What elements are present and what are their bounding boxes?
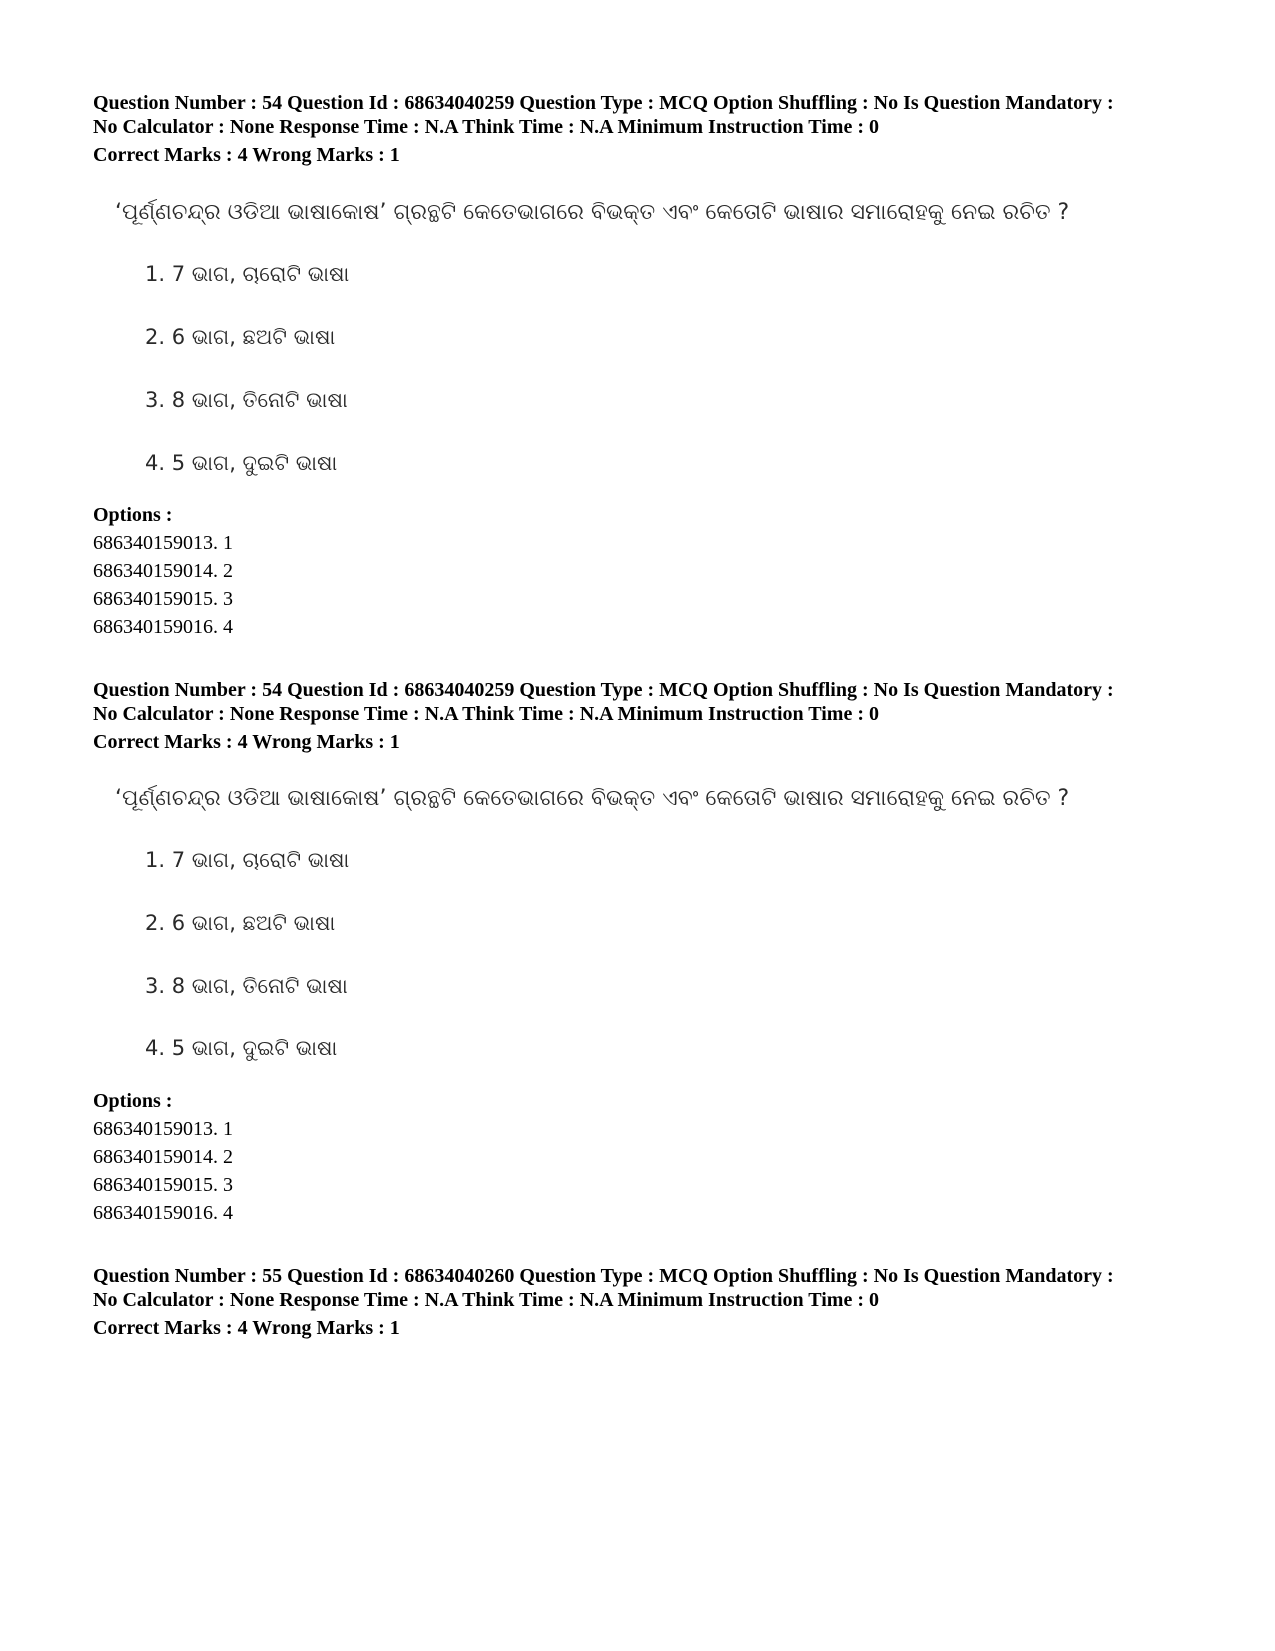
choice-1: 1. 7 ଭାଗ, ଚାରୋଟି ଭାଷା xyxy=(145,262,350,286)
option-item: 686340159013. 1 xyxy=(93,1118,233,1140)
question-meta-line-1: Question Number : 54 Question Id : 68634040259 Question Type : MCQ Option Shuffling : No Is Question Mandatory : xyxy=(93,679,1114,701)
option-item: 686340159013. 1 xyxy=(93,532,233,554)
question-meta-line-2: No Calculator : None Response Time : N.A Think Time : N.A Minimum Instruction Time : 0 xyxy=(93,116,879,138)
option-item: 686340159015. 3 xyxy=(93,588,233,610)
question-meta-line-2: No Calculator : None Response Time : N.A Think Time : N.A Minimum Instruction Time : 0 xyxy=(93,1289,879,1311)
options-label: Options : xyxy=(93,1090,173,1112)
options-label: Options : xyxy=(93,504,173,526)
choice-2: 2. 6 ଭାଗ, ଛଅଟି ଭାଷା xyxy=(145,911,336,935)
question-meta-line-1: Question Number : 54 Question Id : 68634040259 Question Type : MCQ Option Shuffling : No Is Question Mandatory : xyxy=(93,92,1114,114)
choice-1: 1. 7 ଭାଗ, ଚାରୋଟି ଭାଷା xyxy=(145,848,350,872)
marks-line: Correct Marks : 4 Wrong Marks : 1 xyxy=(93,731,400,753)
choice-4: 4. 5 ଭାଗ, ଦୁଇଟି ଭାଷା xyxy=(145,451,338,475)
choice-4: 4. 5 ଭାଗ, ଦୁଇଟି ଭାଷା xyxy=(145,1036,338,1060)
option-item: 686340159014. 2 xyxy=(93,1146,233,1168)
choice-2: 2. 6 ଭାଗ, ଛଅଟି ଭାଷା xyxy=(145,325,336,349)
question-text: ‘ପୂର୍ଣ୍ଣଚନ୍ଦ୍ର ଓଡିଆ ଭାଷାକୋଷ’ ଗ୍ରନ୍ଥଟି କେତେଭାଗରେ ବିଭକ୍ତ ଏବଂ କେତୋଟି ଭାଷାର ସମାରୋହକୁ ନେଇ ରଚିତ ? xyxy=(115,786,1070,811)
choice-3: 3. 8 ଭାଗ, ତିନୋଟି ଭାଷା xyxy=(145,974,348,998)
question-meta-line-2: No Calculator : None Response Time : N.A Think Time : N.A Minimum Instruction Time : 0 xyxy=(93,703,879,725)
question-meta xyxy=(93,1264,1243,1312)
marks-line: Correct Marks : 4 Wrong Marks : 1 xyxy=(93,144,400,166)
question-meta-line-1: Question Number : 55 Question Id : 68634040260 Question Type : MCQ Option Shuffling : No Is Question Mandatory : xyxy=(93,1265,1114,1287)
question-meta xyxy=(93,91,1243,139)
option-item: 686340159015. 3 xyxy=(93,1174,233,1196)
marks-line: Correct Marks : 4 Wrong Marks : 1 xyxy=(93,1317,400,1339)
question-meta xyxy=(93,678,1243,726)
option-item: 686340159014. 2 xyxy=(93,560,233,582)
question-text: ‘ପୂର୍ଣ୍ଣଚନ୍ଦ୍ର ଓଡିଆ ଭାଷାକୋଷ’ ଗ୍ରନ୍ଥଟି କେତେଭାଗରେ ବିଭକ୍ତ ଏବଂ କେତୋଟି ଭାଷାର ସମାରୋହକୁ ନେଇ ରଚିତ ? xyxy=(115,200,1070,225)
choice-3: 3. 8 ଭାଗ, ତିନୋଟି ଭାଷା xyxy=(145,388,348,412)
option-item: 686340159016. 4 xyxy=(93,616,233,638)
option-item: 686340159016. 4 xyxy=(93,1202,233,1224)
